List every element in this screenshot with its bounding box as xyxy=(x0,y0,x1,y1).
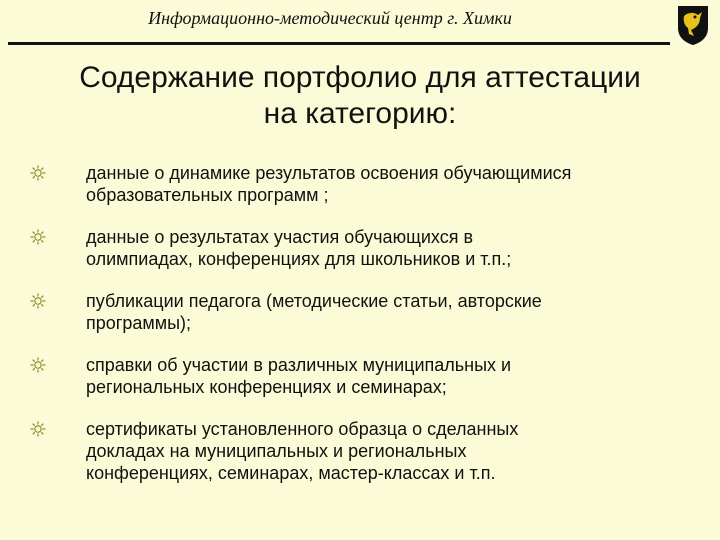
city-emblem-icon xyxy=(676,4,710,46)
sun-bullet-icon xyxy=(30,165,46,181)
list-item-line: олимпиадах, конференциях для школьников и т.п.; xyxy=(86,249,512,269)
list-item-line: программы); xyxy=(86,313,192,333)
list-item-line: региональных конференциях и семинарах; xyxy=(86,377,447,397)
sun-bullet-icon xyxy=(30,357,46,373)
list-item xyxy=(30,162,690,206)
list-item-line: конференциях, семинарах, мастер-классах и т.п. xyxy=(86,463,496,483)
slide-title-line1: Содержание портфолио для аттестации xyxy=(79,61,641,94)
list-item-line: данные о результатах участия обучающихся в xyxy=(86,227,474,247)
list-item-line: докладах на муниципальных и региональных xyxy=(86,441,467,461)
list-item xyxy=(30,418,690,484)
bullet-list xyxy=(30,162,690,504)
list-item-line: данные о динамике результатов освоения обучающимися xyxy=(86,163,572,183)
slide-title xyxy=(20,60,700,132)
slide-title-line2: на категорию: xyxy=(263,97,457,130)
list-item-line: сертификаты установленного образца о сделанных xyxy=(86,419,519,439)
list-item-line: публикации педагога (методические статьи, авторские xyxy=(86,291,542,311)
list-item xyxy=(30,354,690,398)
sun-bullet-icon xyxy=(30,421,46,437)
list-item xyxy=(30,226,690,270)
sun-bullet-icon xyxy=(30,293,46,309)
header-divider xyxy=(8,42,670,45)
header-title: Информационно-методический центр г. Химки xyxy=(148,8,512,28)
list-item-line: справки об участии в различных муниципальных и xyxy=(86,355,512,375)
sun-bullet-icon xyxy=(30,229,46,245)
list-item-line: образовательных программ ; xyxy=(86,185,329,205)
list-item xyxy=(30,290,690,334)
